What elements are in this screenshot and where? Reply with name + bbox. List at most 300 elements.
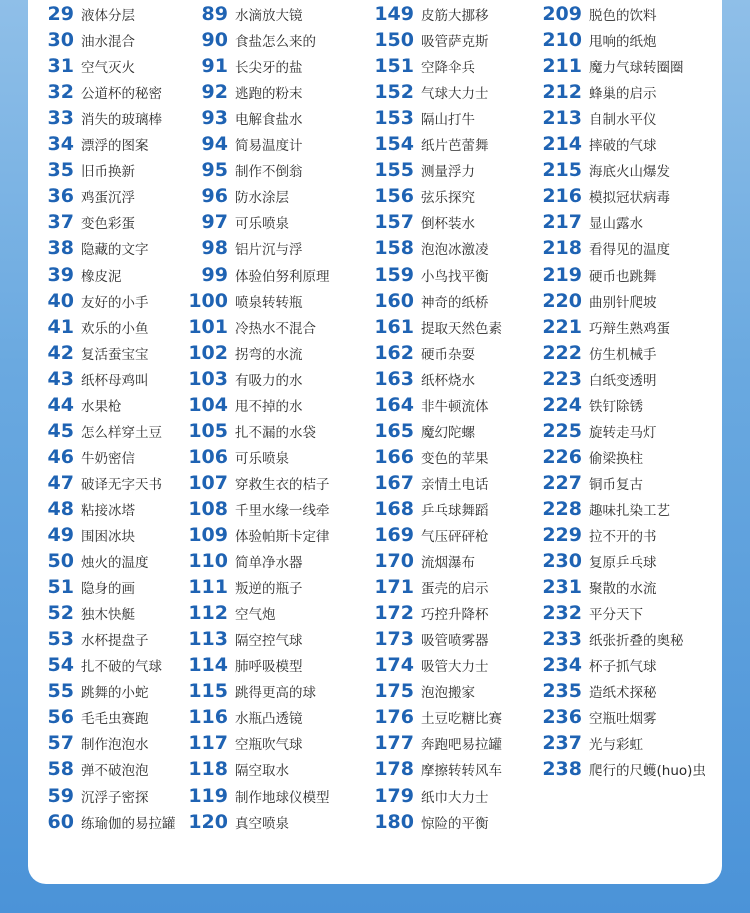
experiment-number: 102: [188, 341, 228, 364]
experiment-title: 曲别针爬坡: [589, 294, 657, 311]
experiment-title: 倒杯装水: [421, 216, 475, 233]
experiment-title: 破译无字天书: [81, 476, 162, 493]
experiment-number: 153: [374, 107, 414, 130]
list-item: [38, 27, 135, 53]
list-item: [538, 496, 670, 522]
experiment-title: 弹不破泡泡: [81, 763, 149, 780]
experiment-title: 纸杯烧水: [421, 372, 475, 389]
experiment-title: 冷热水不混合: [235, 320, 316, 337]
experiment-number: 151: [374, 55, 414, 78]
experiment-title: 水杯提盘子: [81, 633, 149, 650]
experiment-number: 179: [374, 784, 414, 807]
list-item: [370, 626, 489, 652]
experiment-number: 95: [201, 159, 228, 182]
experiment-number: 35: [47, 159, 74, 182]
list-item: [38, 1, 135, 27]
experiment-number: 211: [542, 55, 582, 78]
experiment-number: 159: [374, 263, 414, 286]
experiment-number: 55: [47, 680, 74, 703]
experiment-number: 100: [188, 289, 228, 312]
experiment-number: 53: [47, 628, 74, 651]
experiment-number: 171: [374, 576, 414, 599]
experiment-title: 趣味扎染工艺: [589, 502, 670, 519]
experiment-title: 旧币换新: [81, 164, 135, 181]
list-item: [184, 600, 276, 626]
experiment-number: 164: [374, 393, 414, 416]
list-item: [38, 496, 135, 522]
experiment-number: 119: [188, 784, 228, 807]
experiment-title: 电解食盐水: [235, 112, 303, 129]
list-item: [184, 574, 303, 600]
experiment-title: 隔空控气球: [235, 633, 303, 650]
list-item: [38, 235, 149, 261]
experiment-title: 平分天下: [589, 607, 643, 624]
experiment-title: 变色的苹果: [421, 450, 489, 467]
experiment-number: 218: [542, 237, 582, 260]
experiment-number: 46: [47, 445, 74, 468]
list-item: [38, 704, 149, 730]
list-item: [38, 418, 162, 444]
experiment-number: 118: [188, 758, 228, 781]
list-item: [538, 418, 657, 444]
experiment-title: 逃跑的粉末: [235, 86, 303, 103]
experiment-number: 228: [542, 497, 582, 520]
experiment-title: 铝片沉与浮: [235, 242, 303, 259]
experiment-title: 摔破的气球: [589, 138, 657, 155]
list-item: [38, 600, 135, 626]
experiment-number: 152: [374, 81, 414, 104]
experiment-number: 99: [201, 263, 228, 286]
experiment-title: 硬币也跳舞: [589, 268, 657, 285]
experiment-number: 39: [47, 263, 74, 286]
experiment-title: 扎不破的气球: [81, 659, 162, 676]
experiment-number: 103: [188, 367, 228, 390]
experiment-number: 231: [542, 576, 582, 599]
experiment-number: 93: [201, 107, 228, 130]
list-item: [538, 53, 684, 79]
experiment-title: 泡泡冰激凌: [421, 242, 489, 259]
list-item: [184, 105, 303, 131]
experiment-title: 液体分层: [81, 8, 135, 24]
experiment-number: 89: [201, 3, 228, 25]
experiment-number: 112: [188, 602, 228, 625]
experiment-number: 163: [374, 367, 414, 390]
experiment-number: 161: [374, 315, 414, 338]
list-item: [538, 262, 657, 288]
experiment-title: 亲情土电话: [421, 476, 489, 493]
experiment-title: 旋转走马灯: [589, 424, 657, 441]
experiment-number: 48: [47, 497, 74, 520]
experiment-number: 97: [201, 211, 228, 234]
experiment-title: 围困冰块: [81, 529, 135, 545]
list-item: [184, 470, 330, 496]
experiment-title: 拉不开的书: [589, 529, 657, 545]
experiment-number: 91: [201, 55, 228, 78]
experiment-title: 练瑜伽的易拉罐: [81, 815, 176, 832]
experiment-title: 皮筋大挪移: [421, 8, 489, 24]
list-item: [38, 678, 149, 704]
experiment-number: 108: [188, 497, 228, 520]
list-item: [184, 522, 330, 548]
list-item: [38, 262, 122, 288]
list-item: [370, 183, 475, 209]
list-item: [38, 366, 149, 392]
list-item: [38, 209, 135, 235]
list-item: [38, 652, 162, 678]
list-item: [38, 392, 122, 418]
experiment-title: 公道杯的秘密: [81, 86, 162, 103]
experiment-number: 154: [374, 133, 414, 156]
experiment-title: 吸管喷雾器: [421, 633, 489, 650]
experiment-title: 食盐怎么来的: [235, 34, 316, 51]
list-item: [370, 678, 475, 704]
list-item: [38, 53, 135, 79]
list-item: [538, 79, 657, 105]
experiment-number: 54: [47, 654, 74, 677]
list-item: [38, 105, 162, 131]
list-item: [184, 496, 330, 522]
list-item: [538, 600, 643, 626]
list-item: [370, 366, 475, 392]
list-item: [184, 1, 303, 27]
experiment-title: 气压砰砰枪: [421, 529, 489, 545]
experiment-number: 94: [201, 133, 228, 156]
experiment-number: 120: [188, 810, 228, 833]
experiment-title: 跳得更高的球: [235, 685, 316, 702]
list-item: [38, 157, 135, 183]
experiment-number: 223: [542, 367, 582, 390]
list-item: [370, 1, 489, 27]
experiment-number: 177: [374, 732, 414, 755]
experiment-title: 铁钉除锈: [589, 398, 643, 415]
experiment-number: 45: [47, 419, 74, 442]
experiment-title: 巧控升降杯: [421, 607, 489, 624]
experiment-number: 110: [188, 550, 228, 573]
experiment-title: 简易温度计: [235, 138, 303, 155]
list-item: [370, 652, 489, 678]
experiment-title: 吸管大力士: [421, 659, 489, 676]
list-item: [184, 131, 303, 157]
experiment-number: 173: [374, 628, 414, 651]
experiment-number: 29: [47, 3, 74, 25]
list-item: [370, 548, 475, 574]
experiment-title: 简单净水器: [235, 555, 303, 572]
experiment-title: 可乐喷泉: [235, 216, 289, 233]
list-item: [538, 288, 657, 314]
experiment-title: 真空喷泉: [235, 815, 289, 832]
experiment-title: 可乐喷泉: [235, 450, 289, 467]
list-item: [184, 79, 303, 105]
experiment-title: 奔跑吧易拉罐: [421, 737, 502, 754]
experiment-title: 白纸变透明: [589, 372, 657, 389]
experiment-number: 49: [47, 524, 74, 546]
experiment-number: 158: [374, 237, 414, 260]
experiment-title: 吸管萨克斯: [421, 34, 489, 51]
experiment-title: 空气炮: [235, 607, 276, 624]
list-item: [370, 53, 475, 79]
experiment-number: 58: [47, 758, 74, 781]
experiment-number: 178: [374, 758, 414, 781]
list-item: [38, 131, 149, 157]
experiment-title: 弦乐探究: [421, 190, 475, 207]
experiment-title: 土豆吃糖比赛: [421, 711, 502, 728]
experiment-number: 106: [188, 445, 228, 468]
list-item: [38, 756, 149, 782]
experiment-title: 穿救生衣的桔子: [235, 476, 330, 493]
experiment-number: 41: [47, 315, 74, 338]
experiment-title: 甩响的纸炮: [589, 34, 657, 51]
experiment-number: 220: [542, 289, 582, 312]
experiment-number: 175: [374, 680, 414, 703]
experiment-number: 31: [47, 55, 74, 78]
list-item: [538, 314, 670, 340]
list-item: [184, 783, 330, 809]
experiment-number: 236: [542, 706, 582, 729]
list-item: [538, 366, 657, 392]
list-item: [370, 730, 502, 756]
list-item: [370, 418, 475, 444]
experiment-title: 毛毛虫赛跑: [81, 711, 149, 728]
experiment-number: 109: [188, 524, 228, 546]
experiment-number: 180: [374, 810, 414, 833]
experiment-title: 爬行的尺蠖(huo)虫: [589, 763, 706, 780]
experiment-number: 116: [188, 706, 228, 729]
experiment-title: 乒乓球舞蹈: [421, 502, 489, 519]
list-item: [370, 79, 489, 105]
experiment-number: 34: [47, 133, 74, 156]
experiment-number: 32: [47, 81, 74, 104]
experiment-title: 空降伞兵: [421, 60, 475, 77]
list-item: [538, 340, 657, 366]
experiment-title: 提取天然色素: [421, 320, 502, 337]
list-item: [370, 340, 475, 366]
experiment-title: 独木快艇: [81, 607, 135, 624]
experiment-title: 偷梁换柱: [589, 450, 643, 467]
list-item: [370, 600, 489, 626]
list-item: [538, 678, 657, 704]
list-item: [538, 183, 670, 209]
experiment-title: 小鸟找平衡: [421, 268, 489, 285]
experiment-title: 杯子抓气球: [589, 659, 657, 676]
experiment-title: 摩擦转转风车: [421, 763, 502, 780]
list-item: [38, 183, 135, 209]
experiment-number: 36: [47, 185, 74, 208]
experiment-number: 233: [542, 628, 582, 651]
experiment-number: 90: [201, 29, 228, 52]
experiment-number: 98: [201, 237, 228, 260]
experiment-number: 101: [188, 315, 228, 338]
experiment-title: 叛逆的瓶子: [235, 581, 303, 598]
experiment-title: 模拟冠状病毒: [589, 190, 670, 207]
experiment-title: 制作泡泡水: [81, 737, 149, 754]
list-item: [538, 131, 657, 157]
list-item: [184, 756, 289, 782]
list-item: [538, 27, 657, 53]
experiment-number: 237: [542, 732, 582, 755]
experiment-title: 纸巾大力士: [421, 789, 489, 806]
list-item: [38, 522, 135, 548]
list-item: [184, 548, 303, 574]
experiment-number: 168: [374, 497, 414, 520]
list-item: [38, 626, 149, 652]
experiment-title: 水滴放大镜: [235, 8, 303, 24]
experiment-number: 117: [188, 732, 228, 755]
experiment-number: 230: [542, 550, 582, 573]
experiment-number: 174: [374, 654, 414, 677]
list-item: [370, 444, 489, 470]
experiment-number: 44: [47, 393, 74, 416]
list-item: [370, 105, 475, 131]
experiment-number: 214: [542, 133, 582, 156]
experiment-number: 176: [374, 706, 414, 729]
list-item: [184, 209, 289, 235]
experiment-title: 欢乐的小鱼: [81, 320, 149, 337]
list-item: [370, 262, 489, 288]
experiment-number: 162: [374, 341, 414, 364]
list-item: [38, 288, 149, 314]
list-item: [370, 470, 489, 496]
experiment-number: 60: [47, 810, 74, 833]
experiment-title: 纸片芭蕾舞: [421, 138, 489, 155]
experiment-number: 47: [47, 471, 74, 494]
experiment-number: 217: [542, 211, 582, 234]
experiment-number: 209: [542, 3, 582, 25]
experiment-number: 227: [542, 471, 582, 494]
experiment-title: 硬币杂耍: [421, 346, 475, 363]
experiment-title: 铜币复古: [589, 476, 643, 493]
experiment-title: 聚散的水流: [589, 581, 657, 598]
experiment-title: 消失的玻璃棒: [81, 112, 162, 129]
experiment-title: 神奇的纸桥: [421, 294, 489, 311]
experiment-number: 216: [542, 185, 582, 208]
experiment-title: 扎不漏的水袋: [235, 424, 316, 441]
list-item: [370, 314, 502, 340]
experiment-title: 粘接冰塔: [81, 502, 135, 519]
list-item: [370, 809, 489, 835]
list-item: [538, 157, 670, 183]
experiment-title: 魔力气球转圈圈: [589, 60, 684, 77]
experiment-number: 30: [47, 29, 74, 52]
experiment-title: 制作不倒翁: [235, 164, 303, 181]
list-item: [38, 548, 149, 574]
list-item: [184, 418, 316, 444]
experiment-number: 210: [542, 29, 582, 52]
experiment-title: 喷泉转转瓶: [235, 294, 303, 311]
experiment-title: 甩不掉的水: [235, 398, 303, 415]
list-item: [538, 756, 706, 782]
experiment-title: 测量浮力: [421, 164, 475, 181]
list-item: [184, 678, 316, 704]
experiment-number: 105: [188, 419, 228, 442]
list-item: [38, 730, 149, 756]
experiment-number: 165: [374, 419, 414, 442]
list-item: [370, 756, 502, 782]
list-item: [370, 704, 502, 730]
list-item: [538, 235, 670, 261]
experiment-title: 制作地球仪模型: [235, 789, 330, 806]
experiment-title: 显山露水: [589, 216, 643, 233]
experiment-title: 泡泡搬家: [421, 685, 475, 702]
experiment-title: 气球大力士: [421, 86, 489, 103]
experiment-title: 蛋壳的启示: [421, 581, 489, 598]
list-item: [370, 157, 475, 183]
experiment-title: 魔幻陀螺: [421, 424, 475, 441]
experiment-title: 复活蚕宝宝: [81, 346, 149, 363]
experiment-title: 怎么样穿土豆: [81, 424, 162, 441]
experiment-title: 脱色的饮料: [589, 8, 657, 24]
experiment-number: 226: [542, 445, 582, 468]
list-item: [538, 548, 657, 574]
list-item: [38, 809, 176, 835]
experiment-title: 自制水平仪: [589, 112, 657, 129]
experiment-title: 隐身的画: [81, 581, 135, 598]
experiment-title: 复原乒乓球: [589, 555, 657, 572]
experiment-number: 111: [188, 576, 228, 599]
experiment-number: 170: [374, 550, 414, 573]
experiment-title: 体验帕斯卡定律: [235, 529, 330, 545]
experiment-title: 长尖牙的盐: [235, 60, 303, 77]
list-item: [184, 262, 330, 288]
experiment-number: 38: [47, 237, 74, 260]
experiment-number: 113: [188, 628, 228, 651]
list-item: [538, 522, 657, 548]
experiment-title: 隐藏的文字: [81, 242, 149, 259]
list-item: [184, 652, 303, 678]
experiment-title: 空瓶吹气球: [235, 737, 303, 754]
list-item: [184, 27, 316, 53]
experiment-number: 114: [188, 654, 228, 677]
experiment-title: 空气灭火: [81, 60, 135, 77]
list-item: [184, 235, 303, 261]
experiment-number: 43: [47, 367, 74, 390]
experiment-number: 156: [374, 185, 414, 208]
experiment-title: 油水混合: [81, 34, 135, 51]
list-item: [38, 340, 149, 366]
list-item: [538, 704, 657, 730]
experiment-number: 33: [47, 107, 74, 130]
list-item: [184, 288, 303, 314]
experiment-title: 非牛顿流体: [421, 398, 489, 415]
experiment-number: 169: [374, 524, 414, 546]
experiment-title: 防水涂层: [235, 190, 289, 207]
experiment-title: 鸡蛋沉浮: [81, 190, 135, 207]
list-item: [184, 392, 303, 418]
experiment-number: 160: [374, 289, 414, 312]
experiment-number: 57: [47, 732, 74, 755]
list-item: [538, 574, 657, 600]
experiment-title: 肺呼吸模型: [235, 659, 303, 676]
list-item: [370, 209, 475, 235]
experiment-title: 沉浮子密探: [81, 789, 149, 806]
experiment-title: 海底火山爆发: [589, 164, 670, 181]
list-item: [38, 783, 149, 809]
experiment-title: 纸杯母鸡叫: [81, 372, 149, 389]
experiment-number: 96: [201, 185, 228, 208]
list-item: [184, 730, 303, 756]
experiment-number: 40: [47, 289, 74, 312]
experiment-number: 172: [374, 602, 414, 625]
experiment-title: 光与彩虹: [589, 737, 643, 754]
experiment-title: 牛奶密信: [81, 450, 135, 467]
list-item: [370, 131, 489, 157]
list-item: [184, 809, 289, 835]
experiment-title: 看得见的温度: [589, 242, 670, 259]
experiment-number: 229: [542, 524, 582, 546]
list-item: [370, 783, 489, 809]
list-item: [370, 288, 489, 314]
list-item: [370, 27, 489, 53]
experiment-title: 纸张折叠的奥秘: [589, 633, 684, 650]
